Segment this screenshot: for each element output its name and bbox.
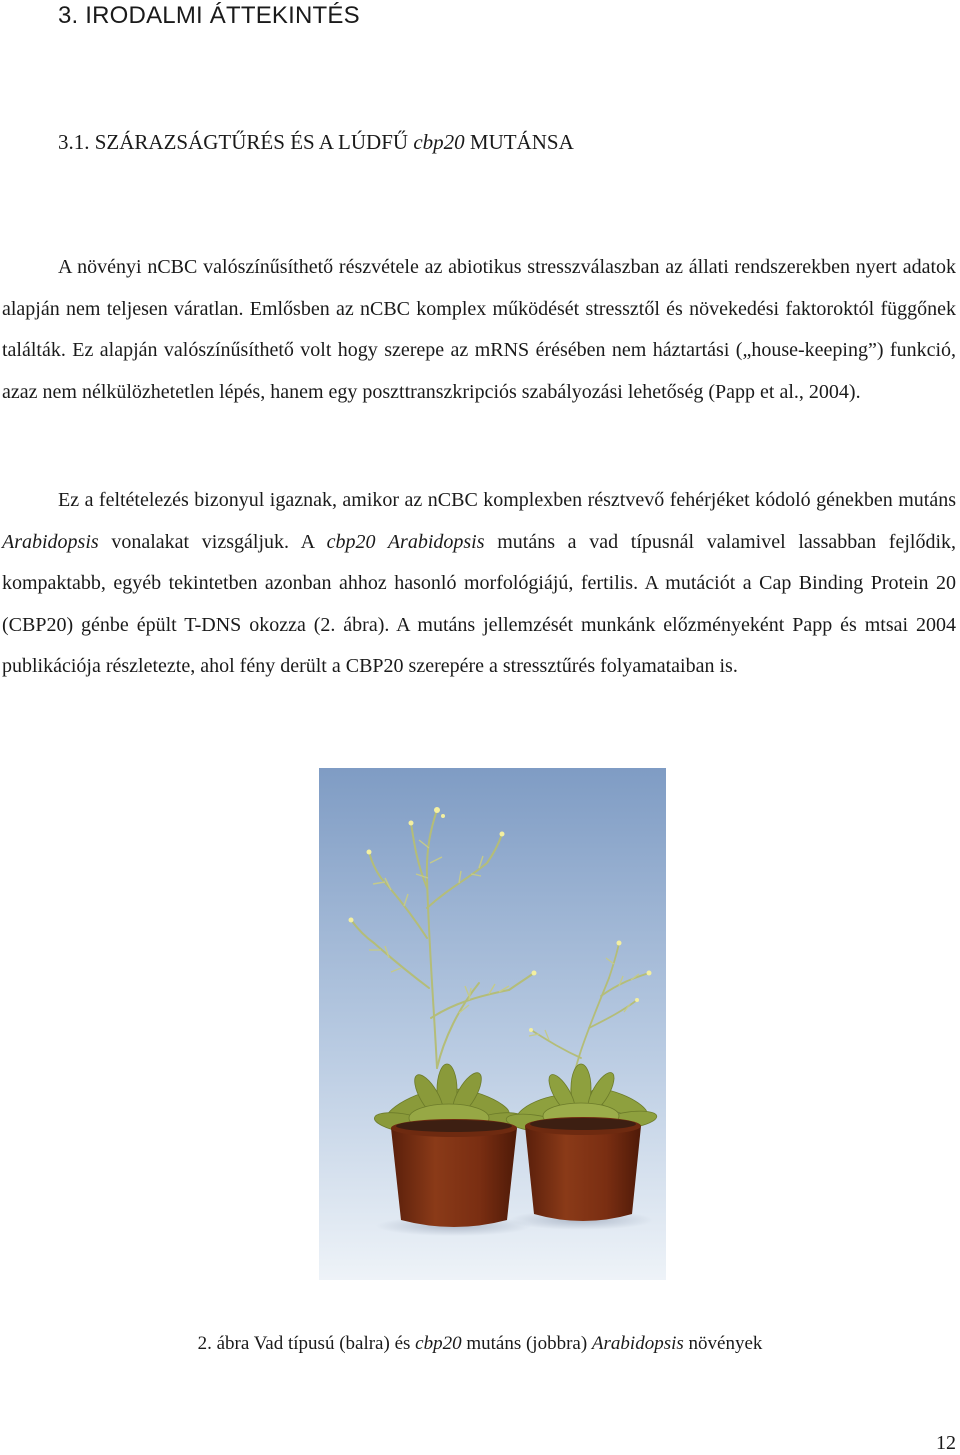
caption-text-2: mutáns (jobbra) [461, 1333, 592, 1354]
paragraph-2-s1: Ez a feltételezés bizonyul igaznak, amikor az nCBC komplexben résztvevő fehérjéket kódoló génekben mutáns [58, 489, 956, 511]
caption-italic-2: Arabidopsis [591, 1333, 684, 1354]
section-heading-italic: cbp20 [413, 130, 465, 154]
paragraph-2-s3: mutáns a vad típusnál valamivel lassabban fejlődik, kompaktabb, egyéb tekintetben azonban ahhoz hasonló morfológiájú, fertilis. A mutációt a Cap Binding Protein 20 (CBP20) génbe épült T-DNS okozza (2. ábra). A mutáns jellemzését munkánk előzményeként Papp és mtsai 2004 publikációja részletezte, ahol fény derült a CBP20 szerepére a stressztűrés folyamataiban is. [2, 530, 956, 678]
paragraph-2-s2: vonalakat vizsgáljuk. A [98, 530, 327, 553]
paragraph-1 [2, 247, 956, 413]
left-pot [391, 1119, 517, 1227]
paragraph-1-text: A növényi nCBC valószínűsíthető részvétele az abiotikus stresszválaszban az állati rendszerekben nyert adatok alapján nem teljesen váratlan. Emlősben az nCBC komplex működését stressztől és növekedési faktoroktól függőnek találták. Ez alapján valószínűsíthető volt hogy szerepe az mRNS érésében nem háztartási („house-keeping”) funkció, azaz nem nélkülözhetetlen lépés, hanem egy poszttranszkripciós szabályozási lehetőség (Papp et al., 2004). [2, 256, 956, 403]
paragraph-2-italic-1: Arabidopsis [2, 530, 99, 553]
paragraph-2 [2, 480, 956, 688]
caption-text-3: növények [683, 1333, 763, 1354]
paragraph-2-italic-2: cbp20 Arabidopsis [326, 530, 485, 553]
caption-italic-1: cbp20 [415, 1333, 462, 1354]
page-number: 12 [936, 1432, 956, 1454]
plant-photo [319, 768, 666, 1280]
section-heading-suffix: MUTÁNSA [464, 130, 574, 154]
figure-caption [0, 1333, 960, 1355]
chapter-heading: 3. IRODALMI ÁTTEKINTÉS [58, 2, 360, 29]
right-pot [525, 1117, 641, 1221]
caption-text-1: 2. ábra Vad típusú (balra) és [197, 1333, 416, 1354]
paragraph-2-text [2, 480, 956, 688]
section-heading-prefix: 3.1. SZÁRAZSÁGTŰRÉS ÉS A LÚDFŰ [58, 130, 414, 154]
section-heading [58, 130, 574, 155]
